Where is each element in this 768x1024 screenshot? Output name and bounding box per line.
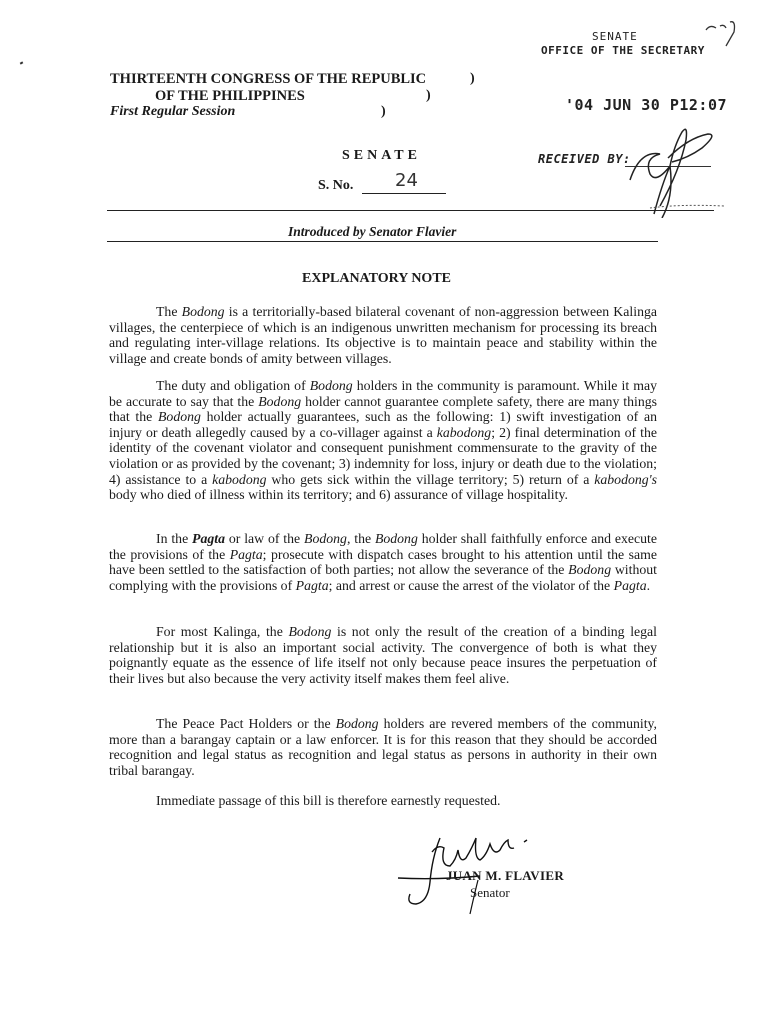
introduced-by: Introduced by Senator Flavier	[288, 224, 457, 239]
chamber-title: SENATE	[342, 148, 421, 163]
stamp-office: OFFICE OF THE SECRETARY	[541, 44, 705, 57]
scan-speck	[20, 61, 24, 64]
paragraph-6: Immediate passage of this bill is therefore earnestly requested.	[156, 793, 501, 808]
congress-line-2: OF THE PHILIPPINES	[155, 88, 305, 104]
signatory-title: Senator	[470, 885, 510, 900]
signatory-name: JUAN M. FLAVIER	[446, 868, 565, 883]
bill-number: 24	[395, 170, 418, 191]
receiver-signature	[610, 118, 730, 218]
stamp-received-by: RECEIVED BY:	[538, 152, 631, 166]
bill-number-underline	[362, 193, 446, 194]
session-label: First Regular Session	[110, 104, 236, 119]
paragraph-4: For most Kalinga, the Bodong is not only the result of the creation of a binding legal relationship but it is also an important social activity. The convergence of both is what they poignantly equate as the essence of life itself not only because peace insures the perpetuation of their lives but also because the very activity itself makes them feel alive.	[109, 624, 658, 686]
stamp-senate: SENATE	[592, 30, 638, 43]
bracket-2: )	[426, 88, 431, 103]
stamp-scribble	[700, 18, 740, 48]
bracket-1: )	[470, 71, 475, 86]
congress-line-1: THIRTEENTH CONGRESS OF THE REPUBLIC	[110, 71, 427, 87]
paragraph-5: The Peace Pact Holders or the Bodong holders are revered members of the community, more than a barangay captain or a law enforcer. It is for this reason that they should be accorded recognition and legal status as recognition and legal status as persons in authority in their own tribal barangay.	[109, 716, 657, 778]
paragraph-1: The Bodong is a territorially-based bilateral covenant of non-aggression between Kalinga villages, the centerpiece of which is an indigenous unwritten mechanism for processing its breach and regulating inter-village relations. Its objective is to maintain peace and stability within the village and create bonds of amity between villages.	[109, 304, 657, 366]
stamp-datetime: '04 JUN 30 P12:07	[565, 96, 728, 114]
header-rule	[107, 210, 714, 211]
bill-number-label: S. No.	[318, 178, 354, 193]
note-title: EXPLANATORY NOTE	[302, 271, 451, 286]
introduced-rule	[107, 241, 658, 242]
paragraph-3: In the Pagta or law of the Bodong, the Bodong holder shall faithfully enforce and execute the provisions of the Pagta; prosecute with dispatch cases brought to his attention until the same have been settled to the satisfaction of both parties; not allow the severance of the Bodong without complying with the provisions of Pagta; and arrest or cause the arrest of the violator of the Pagta.	[109, 531, 657, 593]
paragraph-2: The duty and obligation of Bodong holders in the community is paramount. While it may be accurate to say that the Bodong holder cannot guarantee complete safety, there are many things that the Bodong holder actually guarantees, such as the following: 1) swift investigation of an injury or death allegedly caused by a co-villager against a kabodong; 2) final determination of the identity of the covenant violator and consequent punishment commensurate to the gravity of the violation or as provided by the covenant; 3) indemnity for loss, injury or death due to the violation; 4) assistance to a kabodong who gets sick within the village territory; 5) return of a kabodong's body who died of illness within its territory; and 6) assurance of village hospitality.	[109, 378, 657, 503]
bracket-3: )	[381, 104, 386, 119]
